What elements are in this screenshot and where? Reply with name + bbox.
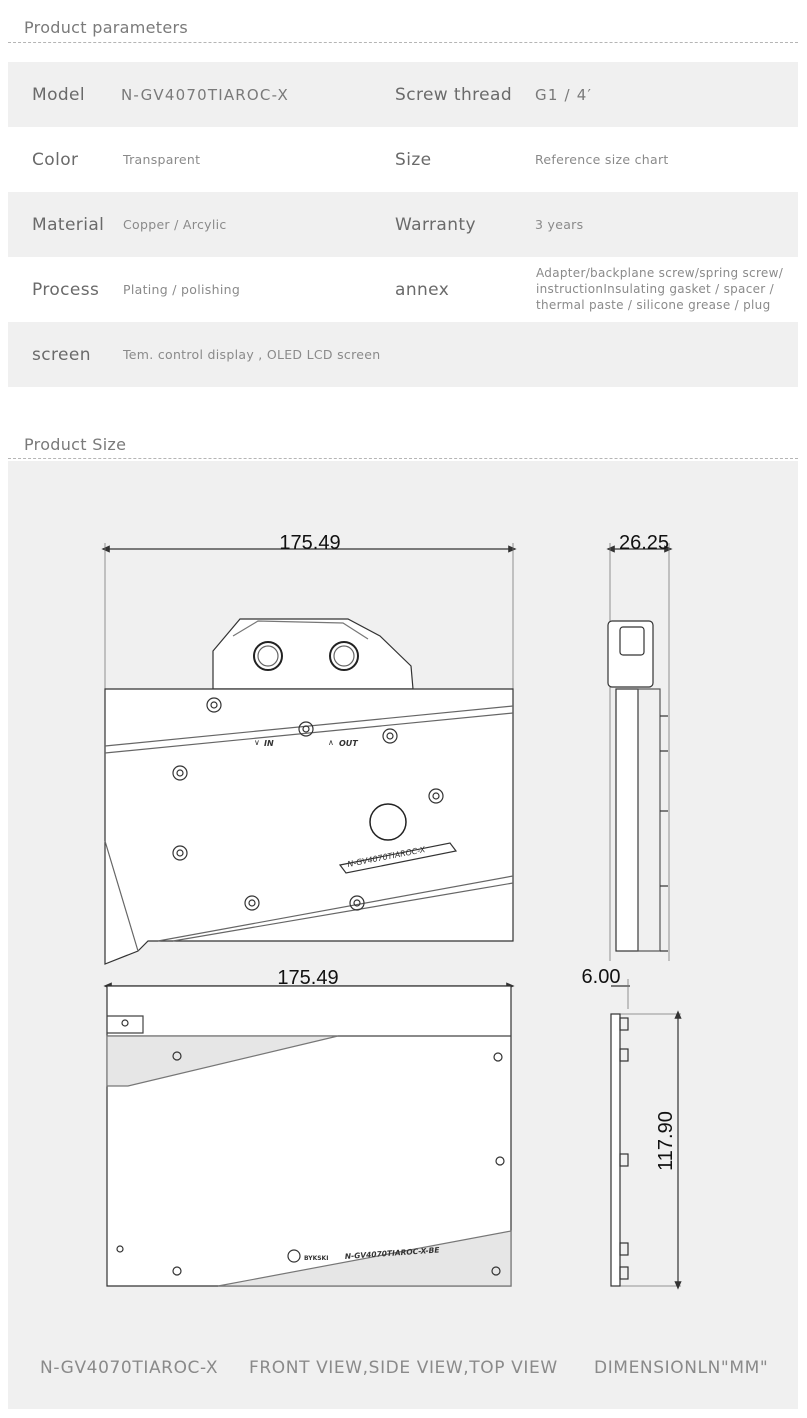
footer-units: DIMENSIONLN"MM" bbox=[594, 1358, 769, 1378]
param-row-process bbox=[8, 257, 798, 322]
dimension-drawing bbox=[8, 461, 798, 1409]
backplate-standoff bbox=[620, 1154, 628, 1166]
front-width-value: 175.49 bbox=[279, 532, 341, 554]
model-value: N-GV4070TIAROC-X bbox=[121, 85, 289, 104]
section-divider bbox=[8, 458, 798, 459]
side-pcb-layer bbox=[638, 689, 660, 951]
annex-line: instructionInsulating gasket / spacer / bbox=[536, 282, 774, 296]
process-value: Plating / polishing bbox=[123, 282, 241, 297]
in-label: IN bbox=[264, 739, 274, 748]
dimension-drawing-panel bbox=[8, 461, 798, 1409]
param-row-screen bbox=[8, 322, 798, 387]
height-value: 117.90 bbox=[655, 1111, 677, 1171]
warranty-value: 3 years bbox=[535, 217, 584, 232]
model-label: Model bbox=[32, 84, 86, 105]
process-label: Process bbox=[32, 279, 100, 300]
footer-views: FRONT VIEW,SIDE VIEW,TOP VIEW bbox=[249, 1358, 558, 1378]
param-row-color bbox=[8, 127, 798, 192]
side-block bbox=[616, 689, 638, 951]
param-row-model bbox=[8, 62, 798, 127]
front-model-marking: N-GV4070TIAROC-X bbox=[346, 845, 427, 869]
annex-label: annex bbox=[395, 279, 450, 300]
backplate-standoff bbox=[620, 1018, 628, 1030]
backplate-edge bbox=[611, 1014, 620, 1286]
back-width-value: 175.49 bbox=[277, 967, 339, 989]
side-thickness-value: 26.25 bbox=[618, 532, 670, 554]
back-thickness-value: 6.00 bbox=[581, 966, 621, 988]
material-value: Copper / Arcylic bbox=[123, 217, 227, 232]
color-value: Transparent bbox=[123, 152, 201, 167]
params-section-title: Product parameters bbox=[24, 18, 189, 37]
brand-marking: BYKSKI bbox=[304, 1255, 329, 1262]
in-arrow-icon: ∨ bbox=[254, 738, 260, 747]
screen-label: screen bbox=[32, 344, 91, 365]
footer-model: N-GV4070TIAROC-X bbox=[40, 1358, 219, 1378]
size-value: Reference size chart bbox=[535, 152, 669, 167]
back-view bbox=[107, 986, 511, 1286]
param-row-material bbox=[8, 192, 798, 257]
size-label: Size bbox=[395, 149, 432, 170]
section-divider bbox=[8, 42, 798, 43]
backplate bbox=[107, 986, 511, 1286]
annex-line: Adapter/backplane screw/spring screw/ bbox=[536, 266, 784, 280]
back-model-marking: N-GV4070TIAROC-X-BE bbox=[344, 1245, 440, 1261]
size-section-title: Product Size bbox=[24, 435, 127, 454]
out-arrow-icon: ∧ bbox=[328, 738, 334, 747]
annex-line: thermal paste / silicone grease / plug bbox=[536, 298, 771, 312]
screw-thread-label: Screw thread bbox=[395, 84, 513, 105]
material-label: Material bbox=[32, 214, 105, 235]
screw-thread-value: G1 / 4′ bbox=[535, 85, 593, 104]
front-view bbox=[105, 543, 513, 964]
side-terminal bbox=[608, 621, 653, 687]
out-label: OUT bbox=[339, 739, 358, 748]
backplate-standoff bbox=[620, 1267, 628, 1279]
warranty-label: Warranty bbox=[395, 214, 476, 235]
backplate-standoff bbox=[620, 1049, 628, 1061]
annex-value bbox=[536, 257, 783, 330]
side-view bbox=[608, 543, 669, 961]
color-label: Color bbox=[32, 149, 79, 170]
backplate-standoff bbox=[620, 1243, 628, 1255]
screen-value: Tem. control display , OLED LCD screen bbox=[123, 347, 381, 362]
